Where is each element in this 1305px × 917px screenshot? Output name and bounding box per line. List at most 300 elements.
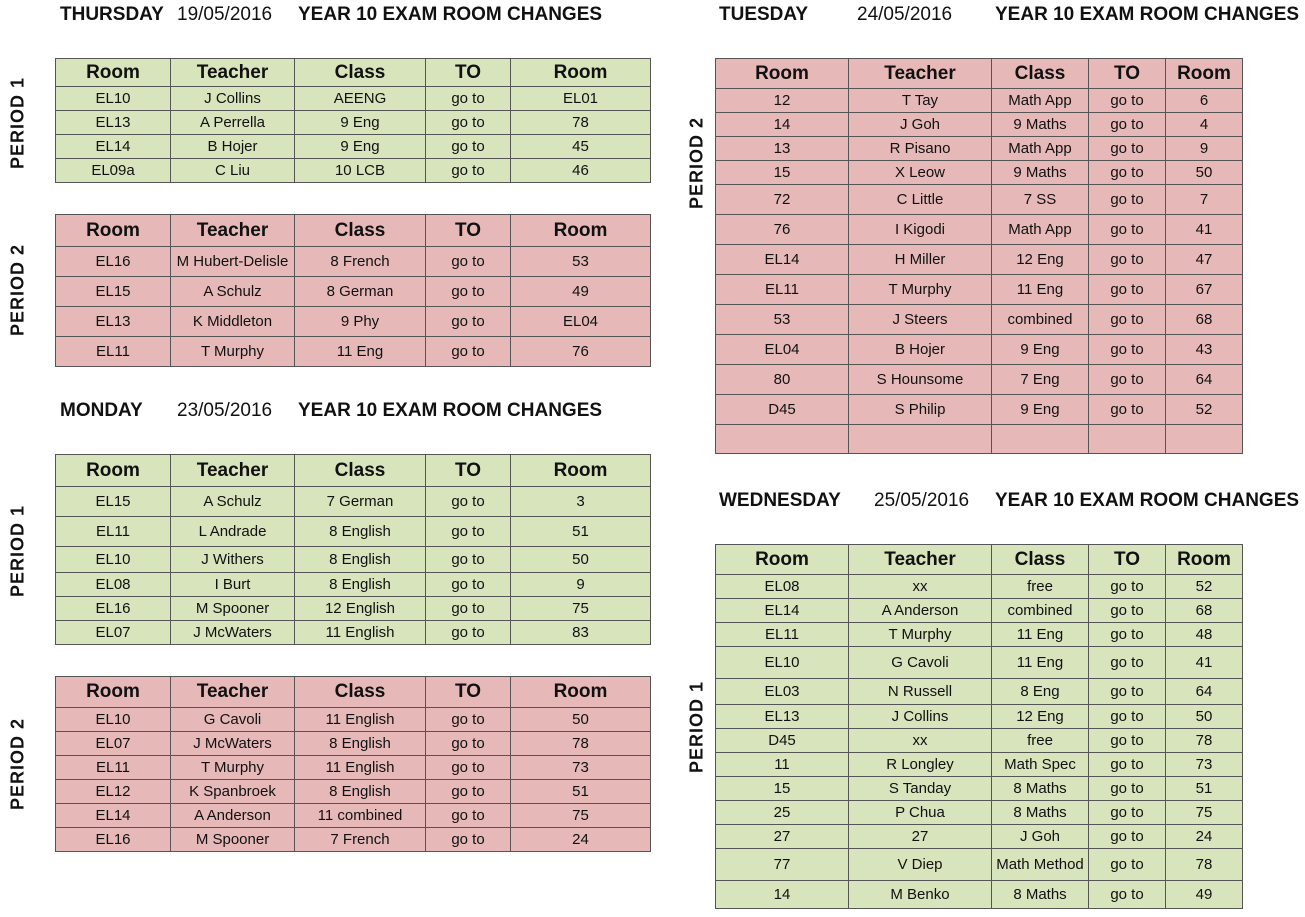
table-cell: go to — [426, 621, 511, 645]
table-row — [56, 307, 651, 337]
column-header: Teacher — [171, 59, 295, 87]
column-header: Room — [716, 59, 849, 89]
title-label: YEAR 10 EXAM ROOM CHANGES — [995, 490, 1300, 511]
column-header: Room — [56, 677, 171, 708]
table-cell: 12 — [716, 89, 849, 113]
table-cell: combined — [992, 599, 1089, 623]
table-cell — [992, 425, 1089, 454]
period-label: PERIOD 1 — [7, 504, 28, 598]
table-row — [716, 729, 1243, 753]
table-cell: 76 — [511, 337, 651, 367]
table-cell: G Cavoli — [171, 708, 295, 732]
table-cell: 68 — [1166, 305, 1243, 335]
table-cell: free — [992, 729, 1089, 753]
table-cell: A Schulz — [171, 487, 295, 517]
table-cell: EL15 — [56, 487, 171, 517]
column-header: Class — [992, 545, 1089, 575]
table-cell: EL10 — [56, 547, 171, 573]
table-cell: 11 English — [295, 621, 426, 645]
table-cell: EL14 — [56, 135, 171, 159]
table-cell: EL14 — [716, 599, 849, 623]
table-cell: go to — [426, 111, 511, 135]
table-row — [56, 111, 651, 135]
table-row — [716, 395, 1243, 425]
table-cell: I Kigodi — [849, 215, 992, 245]
table-cell: go to — [1089, 849, 1166, 881]
table-cell: go to — [426, 87, 511, 111]
table-cell: go to — [1089, 881, 1166, 909]
table-cell: 11 — [716, 753, 849, 777]
table-cell: M Hubert-Delisle — [171, 247, 295, 277]
table-row — [716, 801, 1243, 825]
table-cell: 6 — [1166, 89, 1243, 113]
table-row — [56, 708, 651, 732]
table-cell: 9 — [511, 573, 651, 597]
table-cell: 64 — [1166, 365, 1243, 395]
table-cell: R Pisano — [849, 137, 992, 161]
table-cell: 8 German — [295, 277, 426, 307]
table-cell: 52 — [1166, 575, 1243, 599]
table-cell: EL14 — [56, 804, 171, 828]
table-cell: go to — [1089, 305, 1166, 335]
table-cell: 8 English — [295, 517, 426, 547]
column-header: Room — [716, 545, 849, 575]
table-cell: J Goh — [992, 825, 1089, 849]
column-header: TO — [426, 455, 511, 487]
table-cell: J Withers — [171, 547, 295, 573]
table-row — [716, 365, 1243, 395]
table-cell: xx — [849, 729, 992, 753]
table-cell: 75 — [511, 597, 651, 621]
table-cell: EL11 — [56, 337, 171, 367]
table-cell: J Collins — [171, 87, 295, 111]
table-cell: EL16 — [56, 828, 171, 852]
table-row — [56, 337, 651, 367]
table-row — [56, 573, 651, 597]
table-row — [716, 305, 1243, 335]
table-cell: J McWaters — [171, 621, 295, 645]
table-row — [716, 825, 1243, 849]
table-cell: S Philip — [849, 395, 992, 425]
table-cell: 53 — [511, 247, 651, 277]
table-cell: V Diep — [849, 849, 992, 881]
table-cell: T Murphy — [849, 275, 992, 305]
table-cell: 50 — [1166, 705, 1243, 729]
period-label: PERIOD 1 — [7, 76, 28, 170]
table-cell: EL15 — [56, 277, 171, 307]
table-cell: go to — [1089, 185, 1166, 215]
table-cell: 11 Eng — [992, 275, 1089, 305]
table-cell: go to — [1089, 729, 1166, 753]
table-cell: 77 — [716, 849, 849, 881]
table-cell: 9 Eng — [295, 111, 426, 135]
table-cell: EL12 — [56, 780, 171, 804]
table-cell: N Russell — [849, 679, 992, 705]
table-cell: 7 German — [295, 487, 426, 517]
column-header: Class — [295, 59, 426, 87]
table-row — [56, 732, 651, 756]
table-cell: go to — [426, 804, 511, 828]
column-header: Room — [1166, 59, 1243, 89]
table-cell: 7 French — [295, 828, 426, 852]
table-cell — [716, 425, 849, 454]
table-cell: go to — [426, 756, 511, 780]
table-cell: EL07 — [56, 621, 171, 645]
table-cell: 73 — [511, 756, 651, 780]
table-cell: 8 Maths — [992, 777, 1089, 801]
table-row — [716, 753, 1243, 777]
period-label: PERIOD 2 — [7, 717, 28, 810]
column-header: Room — [56, 59, 171, 87]
table-cell: J Collins — [849, 705, 992, 729]
date-label: 24/05/2016 — [857, 4, 953, 25]
table-cell: D45 — [716, 395, 849, 425]
table-cell: 24 — [1166, 825, 1243, 849]
day-label: THURSDAY — [60, 4, 164, 25]
table-cell: 15 — [716, 777, 849, 801]
table-cell: 13 — [716, 137, 849, 161]
table-cell: EL13 — [56, 307, 171, 337]
column-header: Teacher — [849, 545, 992, 575]
table-row — [56, 828, 651, 852]
table-cell: L Andrade — [171, 517, 295, 547]
table-cell: Math App — [992, 215, 1089, 245]
table-cell: M Spooner — [171, 828, 295, 852]
table-cell: 51 — [1166, 777, 1243, 801]
header-row — [56, 455, 651, 487]
table-row — [716, 575, 1243, 599]
table-cell: go to — [426, 828, 511, 852]
table-cell: 25 — [716, 801, 849, 825]
column-header: Room — [511, 215, 651, 247]
table-cell: go to — [1089, 801, 1166, 825]
table-cell: D45 — [716, 729, 849, 753]
table-row — [716, 599, 1243, 623]
table-cell: 46 — [511, 159, 651, 183]
table-cell: 75 — [1166, 801, 1243, 825]
column-header: Room — [56, 215, 171, 247]
table-cell: H Miller — [849, 245, 992, 275]
table-cell: go to — [1089, 825, 1166, 849]
column-header: TO — [1089, 545, 1166, 575]
table-cell: 7 Eng — [992, 365, 1089, 395]
table-cell: go to — [426, 277, 511, 307]
column-header: Class — [295, 455, 426, 487]
table-row — [716, 335, 1243, 365]
table-cell: Math Method — [992, 849, 1089, 881]
table-cell: B Hojer — [171, 135, 295, 159]
table-cell: T Murphy — [849, 623, 992, 647]
column-header: TO — [1089, 59, 1166, 89]
table-cell: 51 — [511, 517, 651, 547]
table-cell: go to — [426, 307, 511, 337]
table-row — [56, 780, 651, 804]
table-cell: 75 — [511, 804, 651, 828]
table-cell: 73 — [1166, 753, 1243, 777]
table-cell: go to — [1089, 647, 1166, 679]
table-cell: 43 — [1166, 335, 1243, 365]
table-cell: go to — [1089, 245, 1166, 275]
table-cell — [1166, 425, 1243, 454]
day-label: WEDNESDAY — [719, 490, 841, 511]
table-cell: 45 — [511, 135, 651, 159]
table-cell: 8 French — [295, 247, 426, 277]
table-cell: 78 — [1166, 849, 1243, 881]
column-header: TO — [426, 215, 511, 247]
table-cell: 9 Eng — [295, 135, 426, 159]
header-row — [56, 677, 651, 708]
table-cell: go to — [426, 159, 511, 183]
table-cell: go to — [426, 780, 511, 804]
table-row — [716, 245, 1243, 275]
column-header: TO — [426, 59, 511, 87]
table-cell: go to — [426, 337, 511, 367]
table-cell: K Spanbroek — [171, 780, 295, 804]
table-cell: J McWaters — [171, 732, 295, 756]
table-cell: 14 — [716, 113, 849, 137]
table-cell: EL14 — [716, 245, 849, 275]
table-cell: EL10 — [716, 647, 849, 679]
table-cell: J Goh — [849, 113, 992, 137]
table-cell: 11 Eng — [992, 623, 1089, 647]
date-label: 25/05/2016 — [874, 490, 970, 511]
table-cell: EL16 — [56, 247, 171, 277]
date-label: 23/05/2016 — [177, 400, 273, 421]
table-cell: 11 English — [295, 708, 426, 732]
title-label: YEAR 10 EXAM ROOM CHANGES — [995, 4, 1300, 25]
table-cell: Math Spec — [992, 753, 1089, 777]
table-row — [56, 597, 651, 621]
table-cell: S Hounsome — [849, 365, 992, 395]
table-cell: I Burt — [171, 573, 295, 597]
table-row — [716, 705, 1243, 729]
table-cell: 50 — [511, 708, 651, 732]
table-cell: T Murphy — [171, 337, 295, 367]
table-row — [56, 247, 651, 277]
table-row — [716, 425, 1243, 454]
table-row — [56, 517, 651, 547]
table-cell: 9 Eng — [992, 335, 1089, 365]
date-label: 19/05/2016 — [177, 4, 273, 25]
table-cell: 47 — [1166, 245, 1243, 275]
table-cell: go to — [426, 597, 511, 621]
table-cell: go to — [1089, 275, 1166, 305]
table-cell: go to — [426, 573, 511, 597]
table-row — [56, 547, 651, 573]
table-cell: K Middleton — [171, 307, 295, 337]
column-header: Teacher — [171, 677, 295, 708]
table-row — [716, 185, 1243, 215]
table-cell: go to — [426, 135, 511, 159]
table-cell: 3 — [511, 487, 651, 517]
day-label: TUESDAY — [719, 4, 809, 25]
table-row — [56, 135, 651, 159]
column-header: Room — [511, 455, 651, 487]
column-header: Room — [1166, 545, 1243, 575]
table-cell: A Schulz — [171, 277, 295, 307]
table-cell: 12 Eng — [992, 705, 1089, 729]
table-cell: P Chua — [849, 801, 992, 825]
table-cell: EL13 — [56, 111, 171, 135]
table-cell: 64 — [1166, 679, 1243, 705]
table-row — [716, 161, 1243, 185]
table-cell: 10 LCB — [295, 159, 426, 183]
title-label: YEAR 10 EXAM ROOM CHANGES — [298, 4, 603, 25]
table-cell: 27 — [849, 825, 992, 849]
day-label: MONDAY — [60, 400, 143, 421]
table-cell: 80 — [716, 365, 849, 395]
table-cell: 78 — [511, 732, 651, 756]
column-header: Class — [295, 677, 426, 708]
table-cell: 49 — [511, 277, 651, 307]
table-cell: 78 — [1166, 729, 1243, 753]
table-row — [56, 756, 651, 780]
table-cell: go to — [426, 547, 511, 573]
header-row — [56, 215, 651, 247]
table-cell: B Hojer — [849, 335, 992, 365]
table-cell: T Murphy — [171, 756, 295, 780]
table-cell: 8 English — [295, 573, 426, 597]
column-header: Teacher — [849, 59, 992, 89]
table-cell: EL09a — [56, 159, 171, 183]
table-cell: EL16 — [56, 597, 171, 621]
period-label: PERIOD 2 — [7, 243, 28, 336]
table-cell: 41 — [1166, 647, 1243, 679]
column-header: Teacher — [171, 455, 295, 487]
table-cell: go to — [1089, 161, 1166, 185]
table-row — [56, 621, 651, 645]
column-header: Room — [56, 455, 171, 487]
table-cell: go to — [426, 247, 511, 277]
table-cell: A Perrella — [171, 111, 295, 135]
table-row — [716, 647, 1243, 679]
table-cell: 12 Eng — [992, 245, 1089, 275]
table-row — [56, 87, 651, 111]
period-label: PERIOD 1 — [686, 680, 707, 774]
column-header: Teacher — [171, 215, 295, 247]
column-header: Class — [992, 59, 1089, 89]
table-cell: 14 — [716, 881, 849, 909]
column-header: Room — [511, 59, 651, 87]
table-cell — [849, 425, 992, 454]
table-cell: EL13 — [716, 705, 849, 729]
table-cell: M Benko — [849, 881, 992, 909]
table-cell: T Tay — [849, 89, 992, 113]
table-cell: 7 — [1166, 185, 1243, 215]
table-cell: go to — [426, 732, 511, 756]
table-row — [56, 277, 651, 307]
table-cell: 52 — [1166, 395, 1243, 425]
table-cell: G Cavoli — [849, 647, 992, 679]
monday-heading — [0, 398, 620, 424]
table-cell: A Anderson — [171, 804, 295, 828]
table-cell: 48 — [1166, 623, 1243, 647]
table-cell: go to — [1089, 705, 1166, 729]
table-cell: 8 English — [295, 547, 426, 573]
table-cell: 51 — [511, 780, 651, 804]
table-cell: 4 — [1166, 113, 1243, 137]
table-row — [56, 804, 651, 828]
column-header: Room — [511, 677, 651, 708]
table-cell: 8 Maths — [992, 881, 1089, 909]
table-cell: go to — [1089, 753, 1166, 777]
table-cell: 9 Phy — [295, 307, 426, 337]
monday-period1-table — [55, 454, 651, 645]
table-cell: EL04 — [716, 335, 849, 365]
table-cell: go to — [1089, 679, 1166, 705]
table-cell: go to — [1089, 89, 1166, 113]
table-cell: go to — [1089, 777, 1166, 801]
header-row — [716, 59, 1243, 89]
header-row — [716, 545, 1243, 575]
table-cell: EL10 — [56, 708, 171, 732]
table-cell: xx — [849, 575, 992, 599]
period-label: PERIOD 2 — [686, 116, 707, 210]
table-cell: EL04 — [511, 307, 651, 337]
table-cell: EL11 — [56, 756, 171, 780]
table-row — [716, 113, 1243, 137]
tuesday-period2-table — [715, 58, 1243, 454]
wednesday-heading — [0, 488, 1305, 514]
table-cell: 12 English — [295, 597, 426, 621]
table-cell: EL10 — [56, 87, 171, 111]
table-cell: go to — [1089, 335, 1166, 365]
table-cell: A Anderson — [849, 599, 992, 623]
table-cell: go to — [1089, 623, 1166, 647]
table-cell: 15 — [716, 161, 849, 185]
table-row — [716, 137, 1243, 161]
table-cell: 67 — [1166, 275, 1243, 305]
table-cell: go to — [1089, 599, 1166, 623]
table-row — [716, 89, 1243, 113]
table-cell: 11 Eng — [992, 647, 1089, 679]
table-cell: go to — [426, 708, 511, 732]
table-cell: 27 — [716, 825, 849, 849]
table-row — [716, 623, 1243, 647]
table-cell: 24 — [511, 828, 651, 852]
table-cell: go to — [1089, 575, 1166, 599]
column-header: Class — [295, 215, 426, 247]
monday-period2-table — [55, 676, 651, 852]
table-row — [716, 881, 1243, 909]
table-cell: Math App — [992, 137, 1089, 161]
table-cell: EL07 — [56, 732, 171, 756]
table-row — [716, 275, 1243, 305]
table-cell: go to — [426, 487, 511, 517]
table-cell: 78 — [511, 111, 651, 135]
table-cell: 83 — [511, 621, 651, 645]
table-row — [716, 777, 1243, 801]
table-cell: 11 combined — [295, 804, 426, 828]
table-row — [716, 849, 1243, 881]
table-cell: 9 — [1166, 137, 1243, 161]
table-cell: 9 Maths — [992, 161, 1089, 185]
wednesday-period1-table — [715, 544, 1243, 909]
table-cell: combined — [992, 305, 1089, 335]
table-cell: EL03 — [716, 679, 849, 705]
table-cell: 11 English — [295, 756, 426, 780]
table-cell: EL08 — [716, 575, 849, 599]
table-cell: 8 Maths — [992, 801, 1089, 825]
table-cell: go to — [426, 517, 511, 547]
table-cell: EL01 — [511, 87, 651, 111]
table-cell: 41 — [1166, 215, 1243, 245]
table-cell: 50 — [511, 547, 651, 573]
table-cell: EL11 — [56, 517, 171, 547]
table-cell: go to — [1089, 113, 1166, 137]
table-cell: 9 Maths — [992, 113, 1089, 137]
table-cell: EL11 — [716, 275, 849, 305]
